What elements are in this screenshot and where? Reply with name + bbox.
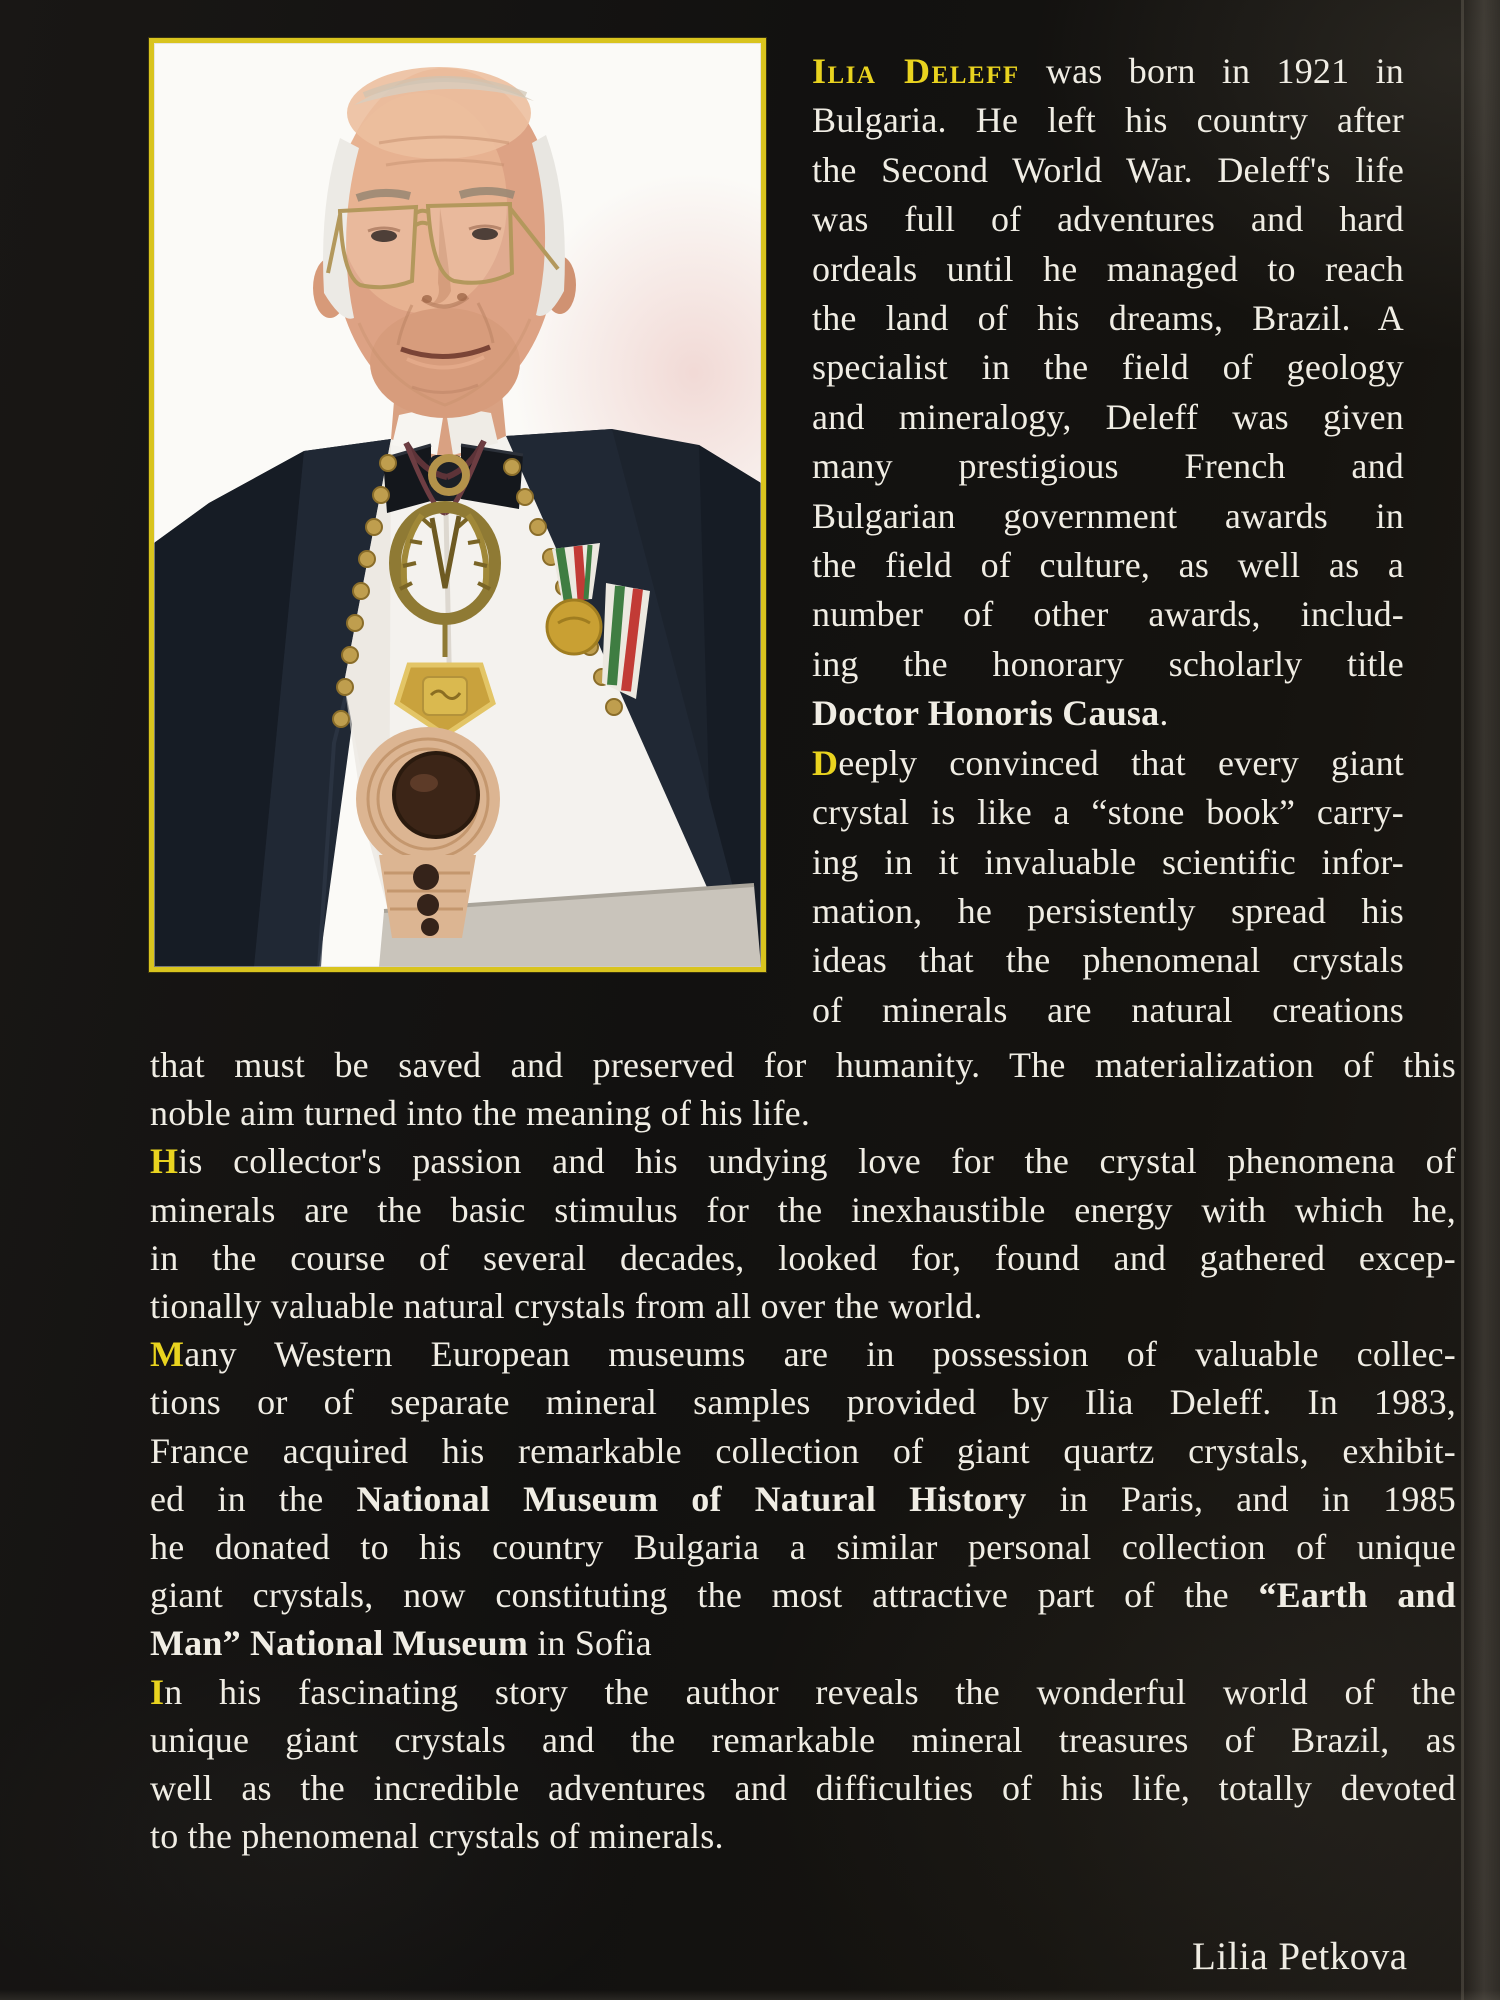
cover-right-edge-sheen — [1460, 0, 1500, 2000]
body-text: giant crystals, now constituting the most attractive part of the — [150, 1575, 1259, 1616]
text-line — [150, 1716, 1456, 1764]
text-line — [150, 1475, 1456, 1523]
text-line — [812, 245, 1404, 294]
gold-medal — [547, 600, 601, 654]
yellow-initial-letter: M — [150, 1334, 185, 1375]
body-text: many prestigious French and — [812, 446, 1404, 487]
author-name-smallcaps: Ilia Deleff — [812, 51, 1020, 91]
text-line — [812, 590, 1404, 639]
text-line — [812, 739, 1404, 788]
body-text: tions or of separate mineral samples provided by Ilia Deleff. In 1983, — [150, 1382, 1456, 1423]
body-text: he donated to his country Bulgaria a similar personal collection of unique — [150, 1527, 1456, 1568]
signature-author: Lilia Petkova — [1192, 1935, 1408, 1978]
yellow-initial-letter: I — [150, 1671, 165, 1712]
body-text: that must be saved and preserved for humanity. The materialization of this — [150, 1045, 1456, 1085]
body-text: ordeals until he managed to reach — [812, 248, 1404, 289]
text-line — [150, 1186, 1456, 1234]
cover-edge-highlight — [1461, 0, 1464, 2000]
body-text: specialist in the field of geology — [812, 347, 1404, 388]
text-line — [812, 146, 1404, 195]
text-line — [150, 1523, 1456, 1571]
body-text: was born in 1921 in — [1019, 51, 1404, 91]
body-text: in the course of several decades, looked for, found and gathered excep- — [150, 1237, 1456, 1278]
text-line — [150, 1234, 1456, 1282]
body-text: number of other awards, includ- — [812, 594, 1404, 635]
body-text: was full of adventures and hard — [812, 199, 1404, 240]
cover-bottom-edge-sheen — [0, 1990, 1500, 2000]
text-line — [150, 1812, 1456, 1860]
text-line — [150, 1619, 1456, 1667]
body-text: Bulgaria. He left his country after — [812, 100, 1404, 141]
text-line — [150, 1427, 1456, 1475]
text-line — [812, 986, 1404, 1035]
text-line — [812, 492, 1404, 541]
body-text: ideas that the phenomenal crystals — [812, 940, 1404, 981]
bio-column-text — [812, 47, 1404, 1035]
body-text: the land of his dreams, Brazil. A — [812, 298, 1404, 339]
text-line — [812, 640, 1404, 689]
text-line — [812, 788, 1404, 837]
body-text: unique giant crystals and the remarkable mineral treasures of Brazil, as — [150, 1719, 1456, 1760]
text-line — [150, 1282, 1456, 1330]
bio-fullwidth-text — [150, 1041, 1456, 1860]
right-eyebrow — [460, 191, 514, 195]
body-text: to the phenomenal crystals of minerals. — [150, 1816, 724, 1857]
body-text: ing in it invaluable scientific infor- — [812, 841, 1404, 882]
text-line — [150, 1041, 1456, 1089]
body-text: of minerals are natural creations — [812, 989, 1404, 1030]
body-text: ing the honorary scholarly title — [812, 643, 1404, 684]
body-text: tionally valuable natural crystals from all over the world. — [150, 1286, 983, 1327]
body-text: . — [1159, 693, 1169, 734]
bold-phrase: Doctor Honoris Causa — [812, 693, 1160, 734]
body-text: and mineralogy, Deleff was given — [812, 396, 1404, 437]
body-text: noble aim turned into the meaning of his life. — [150, 1093, 811, 1134]
text-line — [812, 343, 1404, 392]
text-line — [812, 294, 1404, 343]
bold-phrase: National Museum of Natural History — [356, 1478, 1027, 1519]
text-line — [812, 936, 1404, 985]
author-photo-frame — [149, 38, 766, 972]
text-line — [812, 887, 1404, 936]
text-line — [812, 195, 1404, 244]
body-text: eeply convinced that every giant — [838, 742, 1404, 783]
bold-phrase: Man” National Museum — [150, 1623, 529, 1664]
text-line — [150, 1378, 1456, 1426]
body-text: in Sofia — [528, 1623, 652, 1664]
body-text: any Western European museums are in possession of valuable collec- — [184, 1334, 1456, 1375]
text-line — [812, 393, 1404, 442]
text-line — [812, 838, 1404, 887]
text-line — [150, 1330, 1456, 1378]
text-line — [812, 96, 1404, 145]
body-text: mation, he persistently spread his — [812, 890, 1404, 931]
body-text: in Paris, and in 1985 — [1026, 1478, 1456, 1519]
text-line — [150, 1089, 1456, 1137]
yellow-initial-letter: H — [150, 1141, 179, 1182]
body-text: France acquired his remarkable collection of giant quartz crystals, exhibit- — [150, 1430, 1456, 1471]
bold-phrase: “Earth and — [1258, 1575, 1456, 1616]
body-text: ed in the — [150, 1478, 357, 1519]
body-text: the field of culture, as well as a — [812, 545, 1404, 586]
yellow-initial-letter: D — [812, 742, 839, 783]
body-text: is collector's passion and his undying love for the crystal phenomena of — [178, 1141, 1456, 1182]
text-line — [812, 47, 1404, 96]
text-line — [812, 541, 1404, 590]
text-line — [812, 689, 1404, 738]
body-text: minerals are the basic stimulus for the inexhaustible energy with which he, — [150, 1189, 1456, 1230]
body-text: crystal is like a “stone book” carry- — [812, 792, 1404, 833]
text-line — [150, 1571, 1456, 1619]
body-text: Bulgarian government awards in — [812, 495, 1404, 536]
author-portrait-photo — [154, 43, 761, 967]
text-line — [150, 1137, 1456, 1185]
text-line — [150, 1668, 1456, 1716]
text-line — [150, 1764, 1456, 1812]
text-line — [812, 442, 1404, 491]
body-text: the Second World War. Deleff's life — [812, 149, 1404, 190]
body-text: n his fascinating story the author reveals the wonderful world of the — [164, 1671, 1456, 1712]
body-text: well as the incredible adventures and difficulties of his life, totally devoted — [150, 1768, 1456, 1809]
